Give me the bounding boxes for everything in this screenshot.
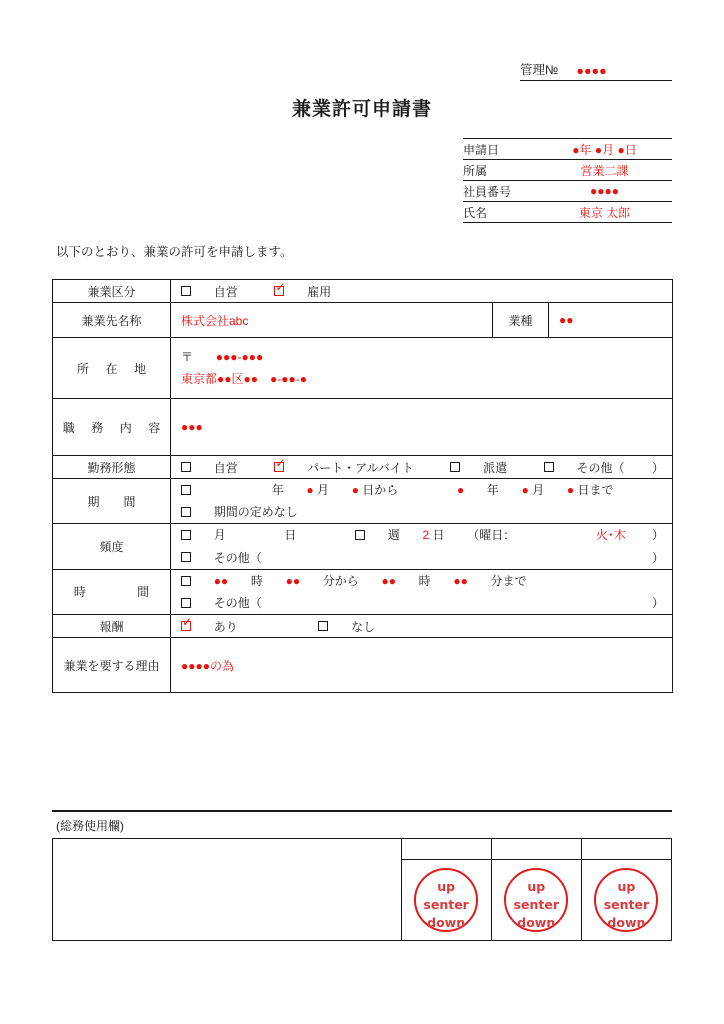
admin-memo-cell[interactable] <box>53 839 402 941</box>
stamp-3-line-2: senter <box>603 896 650 912</box>
stamp-1-line-1: up <box>437 879 456 894</box>
workform-option-1: パート・アルバイト <box>307 460 414 475</box>
employee-number-label: 社員番号 <box>463 184 512 199</box>
checkbox-reward-yes[interactable] <box>181 621 191 631</box>
frequency-value <box>171 524 673 569</box>
hours-hour-suffix-1: 時 <box>250 573 263 588</box>
management-number-label: 管理№ <box>520 63 559 77</box>
frequency-label: 頻度 <box>53 524 171 569</box>
table-row-hours <box>53 569 673 614</box>
category-options <box>171 280 673 303</box>
category-label: 兼業区分 <box>53 280 171 303</box>
approval-header-cell-3 <box>581 839 671 860</box>
department-label: 所属 <box>463 163 488 178</box>
applicant-row-employee-no <box>463 181 672 202</box>
table-row-reward <box>53 615 673 638</box>
application-details-table <box>52 279 673 693</box>
stamp-3-line-3: down <box>607 914 646 930</box>
hours-minute-to-suffix: 分まで <box>490 573 527 588</box>
reward-no-label: なし <box>351 619 376 634</box>
industry-value[interactable]: ●● <box>549 303 673 338</box>
lead-sentence: 以下のとおり、兼業の許可を申請します。 <box>56 245 293 259</box>
period-month-suffix-1: 月 <box>316 483 329 497</box>
industry-label: 業種 <box>493 303 549 338</box>
period-from-month-value: ● <box>306 483 314 497</box>
approval-header-cell-1 <box>401 839 491 860</box>
table-row-reason <box>53 638 673 693</box>
frequency-week-label: 週 <box>387 528 400 543</box>
hours-value <box>171 569 673 614</box>
weekday-label: （曜日： <box>467 528 516 543</box>
period-indefinite-line <box>181 501 664 523</box>
management-number-value: ●●●● <box>576 64 607 78</box>
hours-range-line <box>181 570 664 592</box>
period-to-year-value: ● <box>456 483 465 497</box>
period-to-month-value: ● <box>521 483 529 497</box>
admin-table-header-row <box>53 839 672 860</box>
workform-option-3: その他（ <box>576 460 625 475</box>
checkbox-hours-other[interactable] <box>181 598 191 608</box>
application-date-value: ●年 ●月 ●日 <box>572 142 637 157</box>
employee-name-value: 東京 太郎 <box>578 205 631 220</box>
hours-from-minute-value: ●● <box>285 573 301 588</box>
duties-label: 職 務 内 容 <box>53 399 171 456</box>
period-day-to-suffix: 日まで <box>577 483 614 497</box>
frequency-week-day-suffix: 日 <box>432 528 445 543</box>
work-form-label: 勤務形態 <box>53 456 171 479</box>
hours-other-close: ） <box>652 595 665 610</box>
category-option-employed-label: 雇用 <box>307 284 332 299</box>
reason-label: 兼業を要する理由 <box>53 638 171 693</box>
applicant-row-name <box>463 202 672 223</box>
checkbox-frequency-month[interactable] <box>181 530 191 540</box>
table-row-work-form <box>53 456 673 479</box>
frequency-other-label: その他（ <box>213 550 262 565</box>
checkbox-employed[interactable] <box>274 286 284 296</box>
workform-option-2: 派遣 <box>483 460 508 475</box>
workform-option-0: 自営 <box>213 460 238 475</box>
duties-value[interactable]: ●●● <box>171 399 673 456</box>
reward-options <box>171 615 673 638</box>
postal-code-value: ●●●-●●● <box>215 349 264 364</box>
checkbox-reward-no[interactable] <box>318 621 328 631</box>
applicant-row-date <box>463 139 672 160</box>
table-row-address <box>53 338 673 399</box>
period-label: 期 間 <box>53 479 171 524</box>
stamp-2-line-1: up <box>527 879 546 894</box>
checkbox-self-employed[interactable] <box>181 286 191 296</box>
postal-line <box>181 346 664 368</box>
checkbox-period-range[interactable] <box>181 485 191 495</box>
checkbox-hours-range[interactable] <box>181 576 191 586</box>
employee-name-label: 氏名 <box>463 205 488 220</box>
stamp-2-line-3: down <box>517 914 556 930</box>
reason-value[interactable]: ●●●●の為 <box>171 638 673 693</box>
checkbox-frequency-week[interactable] <box>355 530 365 540</box>
hours-minute-from-suffix: 分から <box>322 573 359 588</box>
frequency-main-line <box>181 524 664 546</box>
approval-stamp-cell-3[interactable] <box>581 860 671 941</box>
period-indefinite-label: 期間の定めなし <box>213 505 298 520</box>
checkbox-workform-other[interactable] <box>544 462 554 472</box>
approval-stamp-cell-1[interactable] <box>401 860 491 941</box>
table-row-duties <box>53 399 673 456</box>
address-label: 所 在 地 <box>53 338 171 399</box>
admin-approval-table <box>52 838 672 941</box>
applicant-header-table <box>463 138 672 223</box>
table-row-frequency <box>53 524 673 569</box>
checkbox-period-indefinite[interactable] <box>181 507 191 517</box>
weekday-close: ） <box>652 528 665 543</box>
management-number-field <box>520 60 672 81</box>
frequency-other-line <box>181 547 664 569</box>
hours-other-label: その他（ <box>213 595 262 610</box>
approval-header-cell-2 <box>491 839 581 860</box>
frequency-month-day-label: 日 <box>284 528 297 543</box>
period-from-day-value: ● <box>351 483 359 497</box>
company-name-label: 兼業先名称 <box>53 303 171 338</box>
hours-other-line <box>181 592 664 614</box>
period-year-suffix-1: 年 <box>271 483 284 497</box>
admin-section-label: (総務使用欄) <box>56 819 124 833</box>
approval-stamp-cell-2[interactable] <box>491 860 581 941</box>
frequency-other-close: ） <box>652 550 665 565</box>
employee-number-value: ●●●● <box>590 184 619 198</box>
approval-stamp-icon-2 <box>504 868 568 932</box>
stamp-1-line-2: senter <box>423 896 469 912</box>
weekday-value: 火･木 <box>595 528 626 543</box>
hours-label: 時 間 <box>53 569 171 614</box>
reward-label: 報酬 <box>53 615 171 638</box>
frequency-month-label: 月 <box>213 528 226 543</box>
checkbox-workform-self[interactable] <box>181 462 191 472</box>
hours-to-hour-value: ●● <box>381 573 396 588</box>
address-value[interactable] <box>171 338 673 399</box>
checkbox-workform-dispatch[interactable] <box>450 462 460 472</box>
postal-mark: 〒 <box>181 349 194 364</box>
company-name-value[interactable]: 株式会社abc <box>171 303 493 338</box>
workform-other-close: ） <box>652 460 665 475</box>
period-day-from-suffix: 日から <box>362 483 399 497</box>
hours-to-minute-value: ●● <box>453 573 468 588</box>
admin-section-divider <box>52 810 672 812</box>
work-form-options <box>171 456 673 479</box>
reward-yes-label: あり <box>213 619 238 634</box>
period-range-line <box>181 479 664 501</box>
department-value: 営業二課 <box>580 163 629 178</box>
approval-stamp-icon-3 <box>594 868 658 932</box>
hours-from-hour-value: ●● <box>213 573 229 588</box>
period-to-day-value: ● <box>566 483 575 497</box>
table-row-period <box>53 479 673 524</box>
stamp-2-line-2: senter <box>513 896 559 912</box>
category-option-self-label: 自営 <box>213 284 238 299</box>
application-date-label: 申請日 <box>463 142 500 157</box>
checkbox-workform-parttime[interactable] <box>274 462 284 472</box>
period-month-suffix-2: 月 <box>532 483 545 497</box>
table-row-category <box>53 280 673 303</box>
table-row-company <box>53 303 673 338</box>
hours-hour-suffix-2: 時 <box>418 573 431 588</box>
period-value <box>171 479 673 524</box>
applicant-row-department <box>463 160 672 181</box>
page-title: 兼業許可申請書 <box>291 99 432 120</box>
period-year-suffix-2: 年 <box>486 483 499 497</box>
stamp-1-line-3: down <box>427 914 466 930</box>
approval-stamp-icon-1 <box>414 868 478 932</box>
stamp-3-line-1: up <box>617 879 636 894</box>
street-address-value: 東京都●●区●● ●-●●-● <box>181 372 307 386</box>
frequency-week-days-value: 2 <box>422 528 430 543</box>
checkbox-frequency-other[interactable] <box>181 552 191 562</box>
